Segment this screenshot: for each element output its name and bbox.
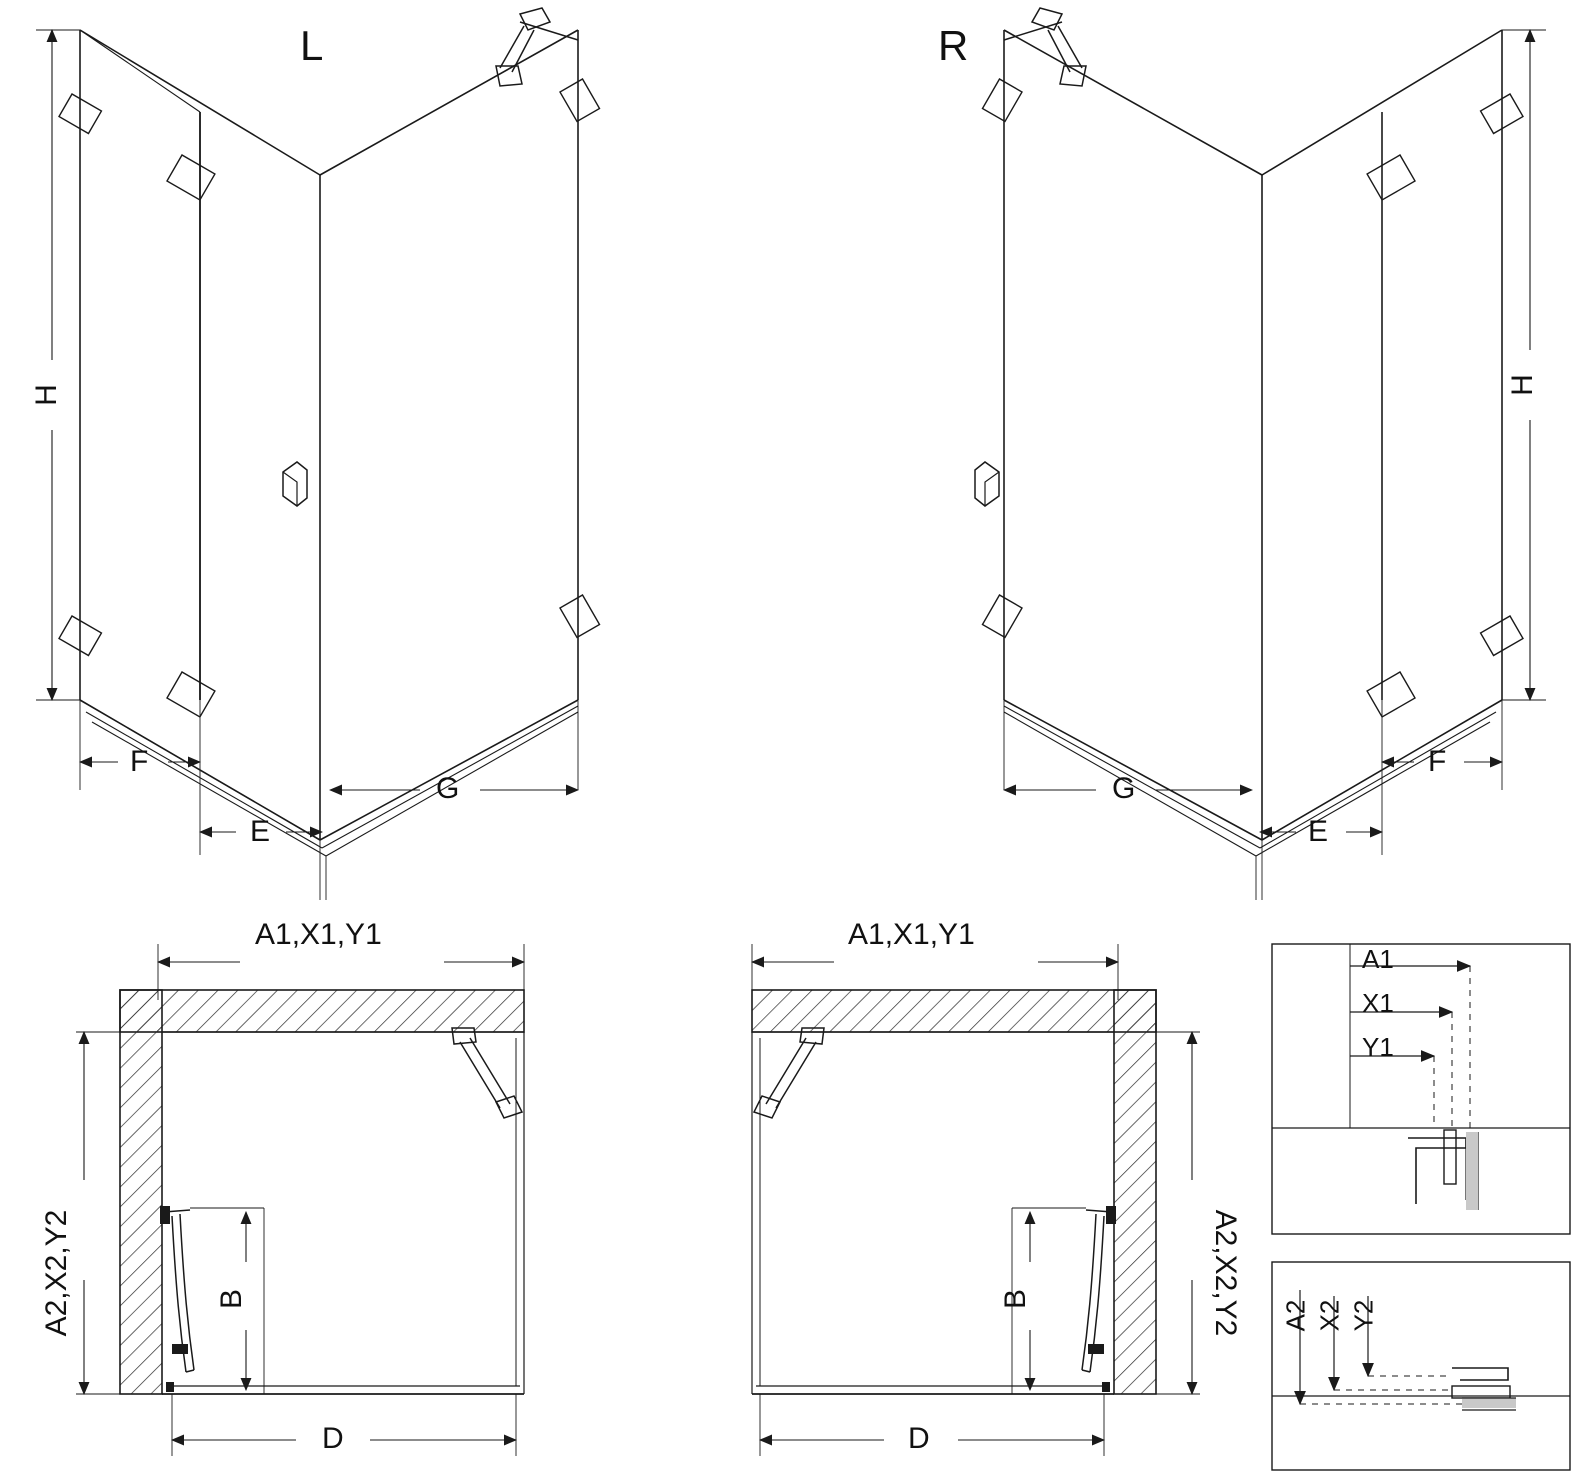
- iso-view-left: [36, 8, 600, 900]
- plan-left-side-dim: A2,X2,Y2: [40, 1209, 73, 1337]
- detail-bottom-label-y2: Y2: [1348, 1299, 1379, 1332]
- detail-top-label-a1: A1: [1362, 944, 1394, 974]
- dim-g-left: G: [436, 772, 460, 805]
- detail-bottom-label-a2: A2: [1280, 1299, 1311, 1332]
- dim-e-left: E: [250, 815, 271, 848]
- view-title-right: R: [938, 22, 969, 69]
- dim-g-right: G: [1112, 772, 1136, 805]
- detail-bottom-label-x2: X2: [1314, 1299, 1345, 1332]
- plan-right-d-dim: D: [908, 1422, 930, 1455]
- plan-left-d-dim: D: [322, 1422, 344, 1455]
- dim-height-right: H: [1505, 374, 1539, 396]
- detail-top-label-x1: X1: [1362, 988, 1394, 1018]
- detail-bottom: [1272, 1262, 1570, 1470]
- plan-left-b-dim: B: [215, 1288, 249, 1310]
- plan-right-b-dim: B: [999, 1288, 1033, 1310]
- dim-f-left: F: [130, 745, 149, 778]
- iso-view-right: [975, 8, 1546, 900]
- detail-top: [1272, 944, 1570, 1234]
- plan-left-top-dim: A1,X1,Y1: [255, 918, 382, 951]
- view-title-left: L: [300, 22, 324, 69]
- dim-height-left: H: [29, 384, 63, 406]
- dim-e-right: E: [1308, 815, 1329, 848]
- detail-top-label-y1: Y1: [1362, 1032, 1394, 1062]
- dim-f-right: F: [1428, 745, 1447, 778]
- plan-view-left: [76, 944, 524, 1456]
- plan-right-top-dim: A1,X1,Y1: [848, 918, 975, 951]
- plan-right-side-dim: A2,X2,Y2: [1209, 1209, 1242, 1337]
- plan-view-right: [752, 944, 1200, 1456]
